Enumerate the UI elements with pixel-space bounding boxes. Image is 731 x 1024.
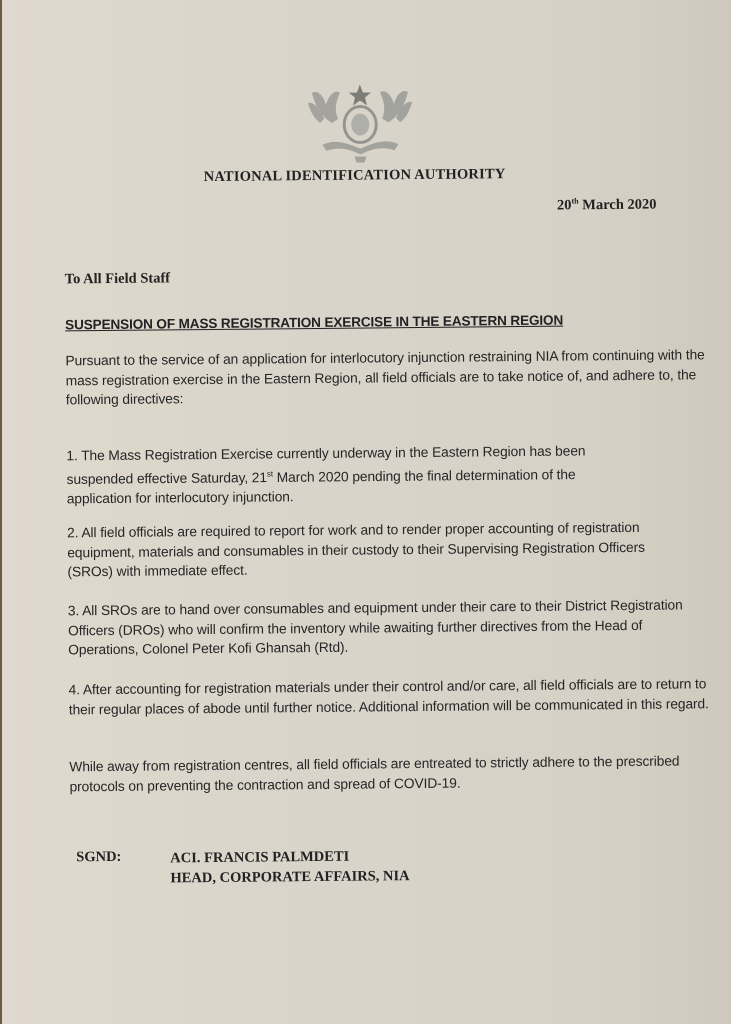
closing-paragraph: While away from registration centres, all field officials are entreated to strictly adhere to the prescribed protocols on preventing the contraction and spread of COVID-19. [69, 753, 680, 794]
signature-label: SGND: [76, 848, 122, 866]
intro-paragraph: Pursuant to the service of an application for interlocutory injunction restraining NIA from continuing with the mass registration exercise in the Eastern Region, all field officials are to take notice of, and adhere to, the following directives: [65, 347, 705, 408]
directive-3: 3. All SROs are to hand over consumables and equipment under their care to their District Registration Officers (DROs) who will confirm the inventory while awaiting further directives from the Head of Operations, Colonel Peter Kofi Ghansah (Rtd). [67, 597, 683, 658]
directive-1: 1. The Mass Registration Exercise currently underway in the Eastern Region has been suspended effective Saturday, 21st March 2020 pending the final determination of the application for interlocutory injunction. [66, 443, 586, 506]
subject-heading: SUSPENSION OF MASS REGISTRATION EXERCISE IN THE EASTERN REGION [65, 312, 564, 333]
letter-date: 20th March 2020 [556, 196, 657, 214]
ghana-coat-of-arms-icon [304, 78, 417, 165]
signatory-name: ACI. FRANCIS PALMDETI [170, 848, 350, 867]
organization-title: NATIONAL IDENTIFICATION AUTHORITY [203, 166, 506, 186]
signatory [170, 846, 410, 888]
addressee: To All Field Staff [64, 270, 171, 288]
signatory-title: HEAD, CORPORATE AFFAIRS, NIA [170, 868, 410, 887]
directive-4: 4. After accounting for registration materials under their control and/or care, all field officials are to return to their regular places of abode until further notice. Additional information will be communicated in this regard. [68, 676, 709, 717]
directive-2: 2. All field officials are required to report for work and to render proper accounting of registration equipment, materials and consumables in their custody to their Supervising Registration Officers (SROs) with immediate effect. [67, 519, 645, 580]
